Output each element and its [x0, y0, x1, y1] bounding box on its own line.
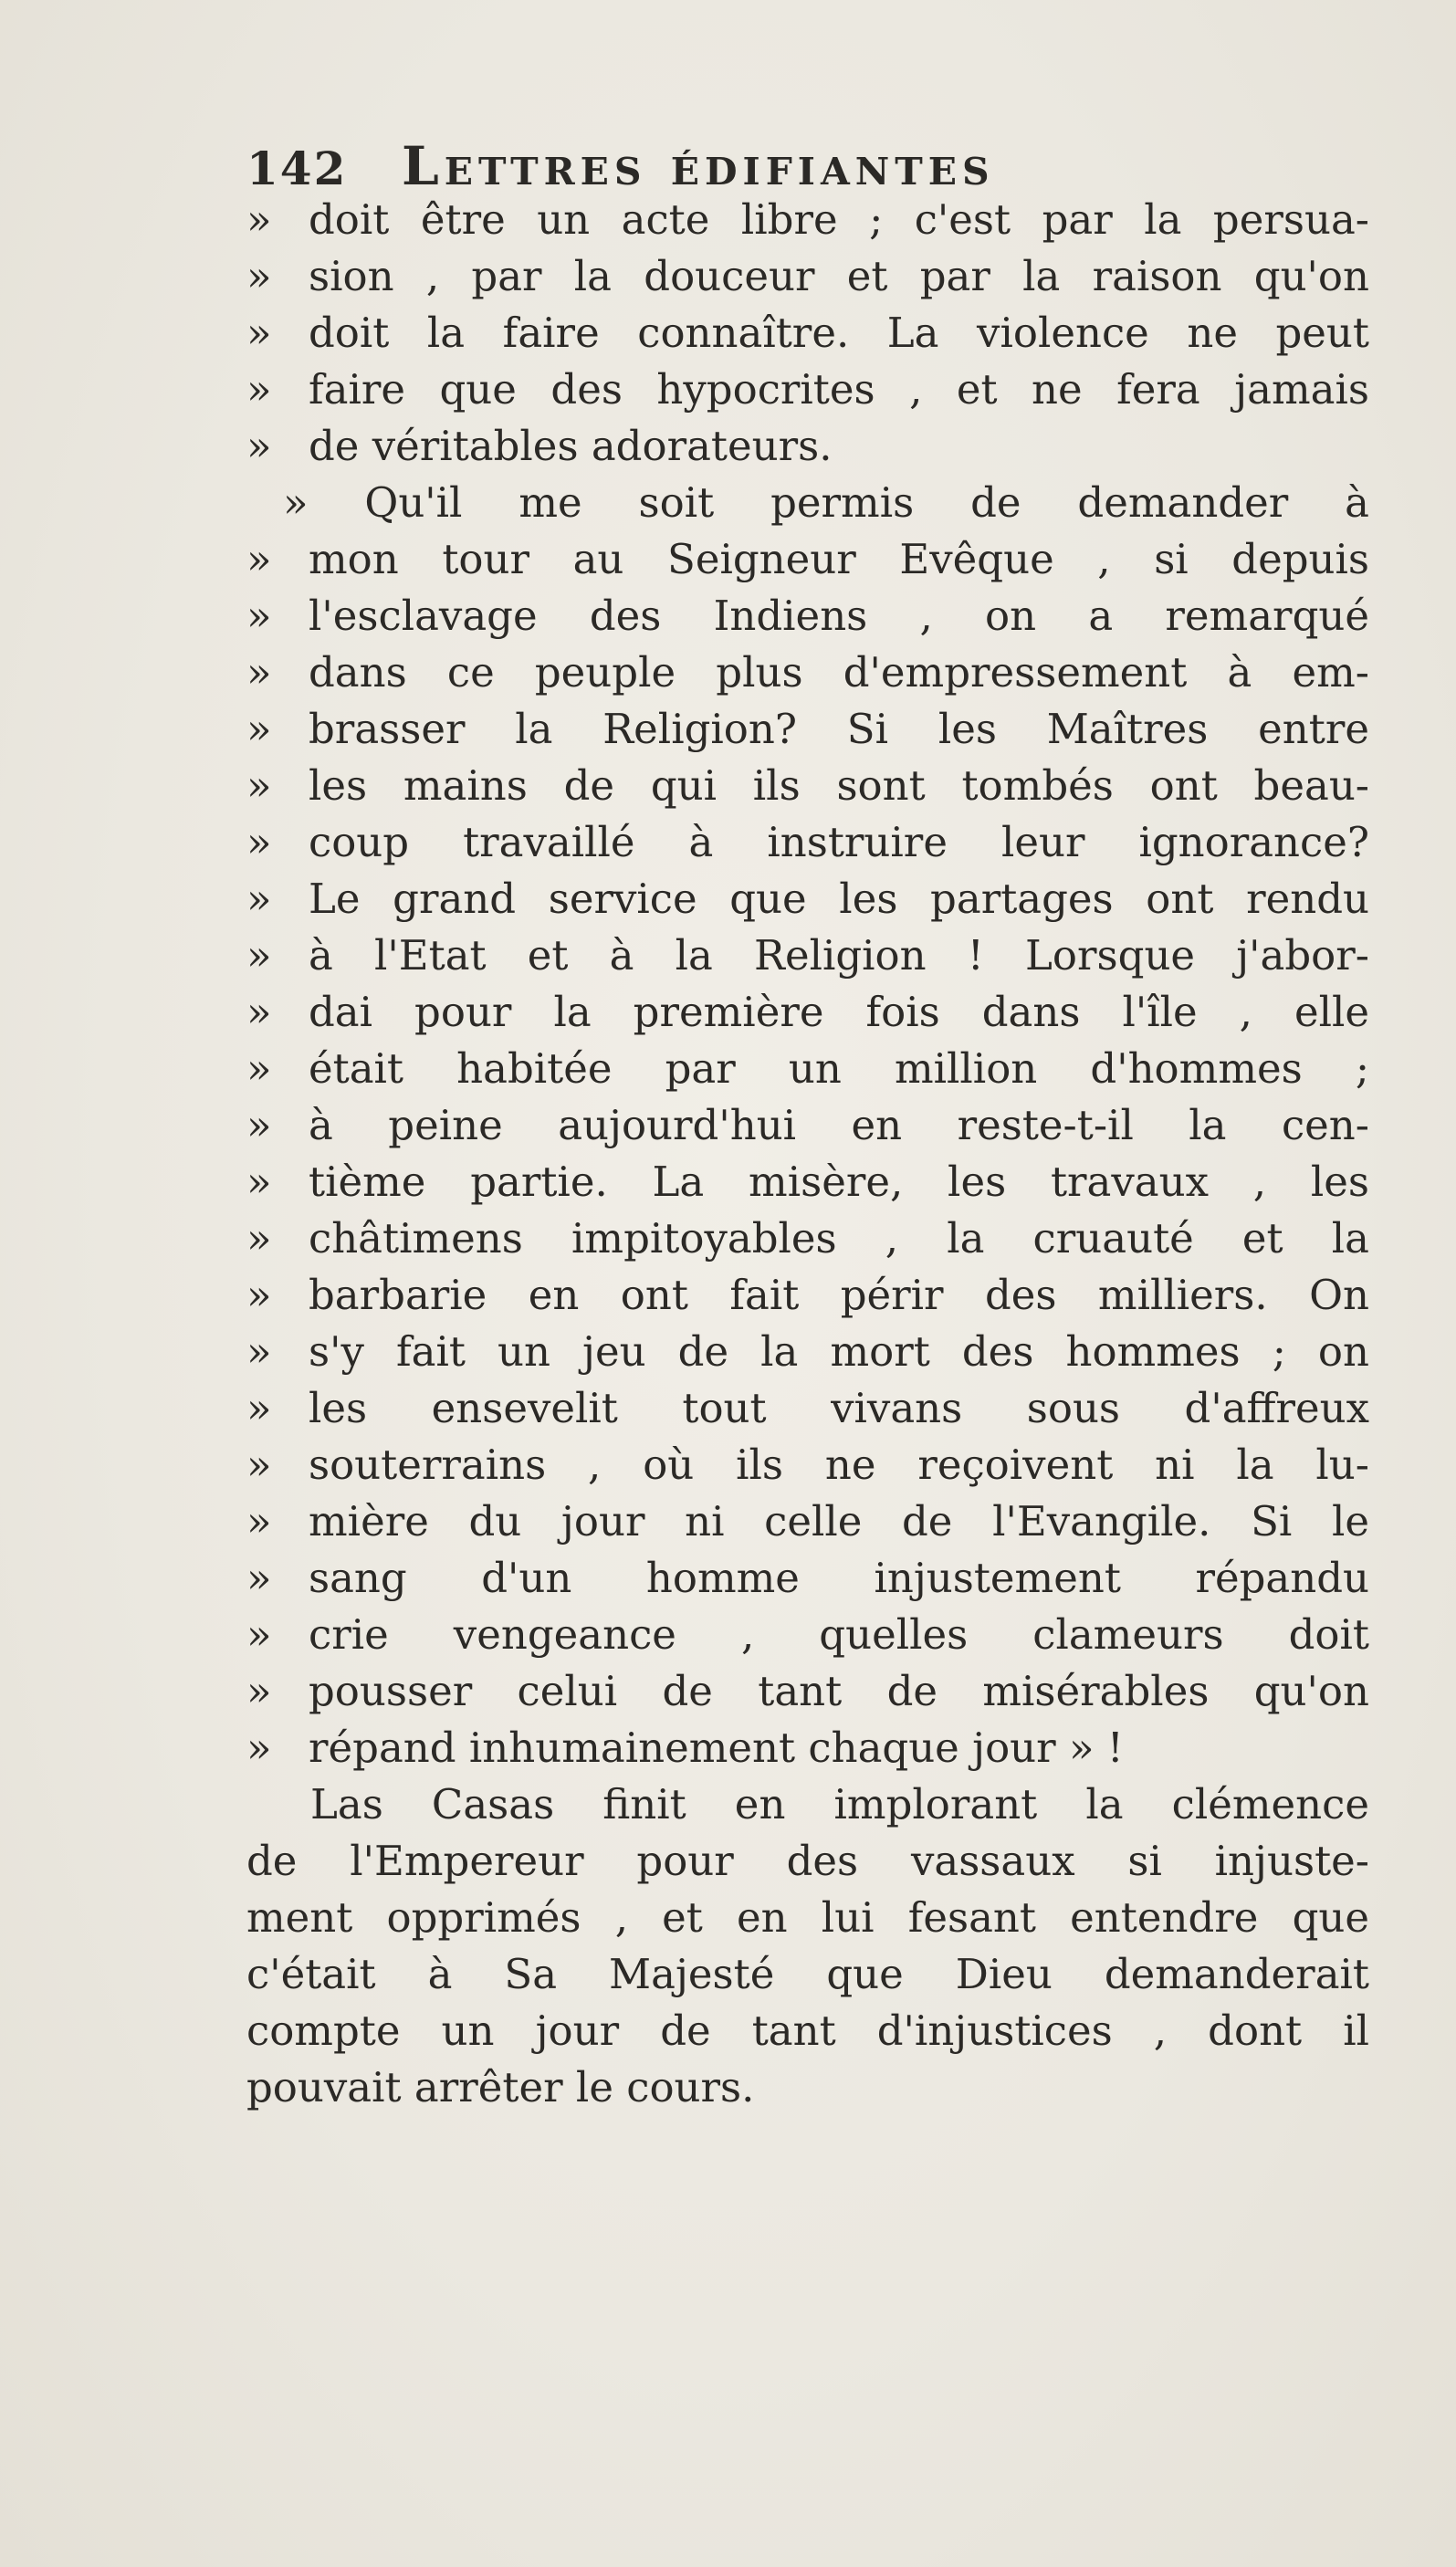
line-text: l'esclavage des Indiens , on a remarqué: [309, 592, 1369, 640]
quote-mark: »: [246, 309, 272, 357]
line-text: châtimens impitoyables , la cruauté et la: [309, 1214, 1369, 1263]
line-text: c'était à Sa Majesté que Dieu demanderait: [246, 1950, 1369, 1998]
quote-mark: »: [246, 705, 272, 753]
line-text: mon tour au Seigneur Evêque , si depuis: [309, 535, 1369, 583]
text-line: [246, 1550, 1369, 1607]
text-line: [246, 758, 1369, 814]
body-text: [246, 192, 1369, 2116]
quote-mark: »: [246, 1497, 272, 1545]
line-text: compte un jour de tant d'injustices , dont il: [246, 2006, 1369, 2055]
page-header: [246, 135, 995, 199]
text-line: [246, 927, 1369, 984]
line-text: Las Casas finit en implorant la clémence: [310, 1780, 1369, 1828]
line-text: faire que des hypocrites , et ne fera jamais: [309, 365, 1369, 414]
line-text: souterrains , où ils ne reçoivent ni la lu-: [309, 1441, 1369, 1489]
text-line: [246, 248, 1369, 305]
text-line: [246, 1437, 1369, 1493]
quote-mark: »: [246, 1384, 272, 1432]
text-line: [246, 1946, 1369, 2003]
quote-mark: »: [246, 1724, 272, 1772]
text-line: [246, 475, 1369, 531]
line-text: doit être un acte libre ; c'est par la persua-: [309, 195, 1369, 244]
text-line: [246, 984, 1369, 1041]
line-text: répand inhumainement chaque jour » !: [309, 1724, 1124, 1772]
line-text: pouvait arrêter le cours.: [246, 2063, 755, 2111]
quote-mark: »: [246, 1554, 272, 1602]
quote-mark: »: [246, 592, 272, 640]
quote-mark: »: [246, 1101, 272, 1149]
line-text: s'y fait un jeu de la mort des hommes ; on: [309, 1327, 1369, 1376]
line-text: à l'Etat et à la Religion ! Lorsque j'abor-: [309, 931, 1369, 980]
line-text: mière du jour ni celle de l'Evangile. Si le: [309, 1497, 1369, 1545]
text-line: [246, 1154, 1369, 1210]
text-line: [246, 1833, 1369, 1890]
text-line: [246, 1324, 1369, 1380]
quote-mark: »: [246, 1667, 272, 1715]
quote-mark: »: [246, 648, 272, 697]
quote-mark: »: [246, 1271, 272, 1319]
line-text: de l'Empereur pour des vassaux si injuste-: [246, 1837, 1369, 1885]
text-line: [246, 192, 1369, 248]
line-text: était habitée par un million d'hommes ;: [309, 1044, 1369, 1093]
text-line: [246, 588, 1369, 644]
quote-mark: »: [246, 535, 272, 583]
quote-mark: »: [246, 422, 272, 470]
quote-mark: »: [246, 1327, 272, 1376]
text-line: [246, 418, 1369, 475]
line-text: barbarie en ont fait périr des milliers. On: [309, 1271, 1369, 1319]
line-text: de véritables adorateurs.: [309, 422, 833, 470]
quote-mark: »: [246, 931, 272, 980]
line-text: sang d'un homme injustement répandu: [309, 1554, 1369, 1602]
text-line: [246, 1890, 1369, 1946]
quote-mark: »: [246, 1610, 272, 1659]
line-text: coup travaillé à instruire leur ignorance?: [309, 818, 1369, 866]
text-line: [246, 1776, 1369, 1833]
line-text: à peine aujourd'hui en reste-t-il la cen-: [309, 1101, 1369, 1149]
quote-mark: »: [246, 1044, 272, 1093]
line-text: tième partie. La misère, les travaux , les: [309, 1158, 1369, 1206]
text-line: [246, 1267, 1369, 1324]
line-text: » Qu'il me soit permis de demander à: [283, 478, 1369, 527]
text-line: [246, 644, 1369, 701]
text-line: [246, 1097, 1369, 1154]
text-line: [246, 361, 1369, 418]
line-text: doit la faire connaître. La violence ne peut: [309, 309, 1369, 357]
line-text: brasser la Religion? Si les Maîtres entre: [309, 705, 1369, 753]
line-text: pousser celui de tant de misérables qu'on: [309, 1667, 1369, 1715]
line-text: dai pour la première fois dans l'île , elle: [309, 988, 1369, 1036]
quote-mark: »: [246, 761, 272, 810]
text-line: [246, 305, 1369, 361]
quote-mark: »: [246, 988, 272, 1036]
text-line: [246, 1663, 1369, 1720]
page-number: 142: [246, 141, 348, 195]
text-line: [246, 814, 1369, 871]
line-text: crie vengeance , quelles clameurs doit: [309, 1610, 1369, 1659]
quote-mark: »: [246, 1158, 272, 1206]
running-title: Lettres édifiantes: [402, 135, 995, 197]
text-line: [246, 1720, 1369, 1776]
text-line: [246, 701, 1369, 758]
quote-mark: »: [246, 365, 272, 414]
line-text: les ensevelit tout vivans sous d'affreux: [309, 1384, 1369, 1432]
text-line: [246, 1607, 1369, 1663]
text-line: [246, 1210, 1369, 1267]
line-text: sion , par la douceur et par la raison qu'on: [309, 252, 1369, 300]
text-line: [246, 871, 1369, 927]
text-line: [246, 1380, 1369, 1437]
text-line: [246, 1493, 1369, 1550]
quote-mark: »: [246, 818, 272, 866]
text-line: [246, 2059, 1369, 2116]
quote-mark: »: [246, 252, 272, 300]
line-text: les mains de qui ils sont tombés ont beau-: [309, 761, 1369, 810]
line-text: ment opprimés , et en lui fesant entendre que: [246, 1893, 1369, 1942]
text-line: [246, 2003, 1369, 2059]
quote-mark: »: [246, 1214, 272, 1263]
line-text: dans ce peuple plus d'empressement à em-: [309, 648, 1369, 697]
text-line: [246, 531, 1369, 588]
quote-mark: »: [246, 1441, 272, 1489]
quote-mark: »: [246, 195, 272, 244]
text-line: [246, 1041, 1369, 1097]
quote-mark: »: [246, 875, 272, 923]
line-text: Le grand service que les partages ont rendu: [309, 875, 1369, 923]
